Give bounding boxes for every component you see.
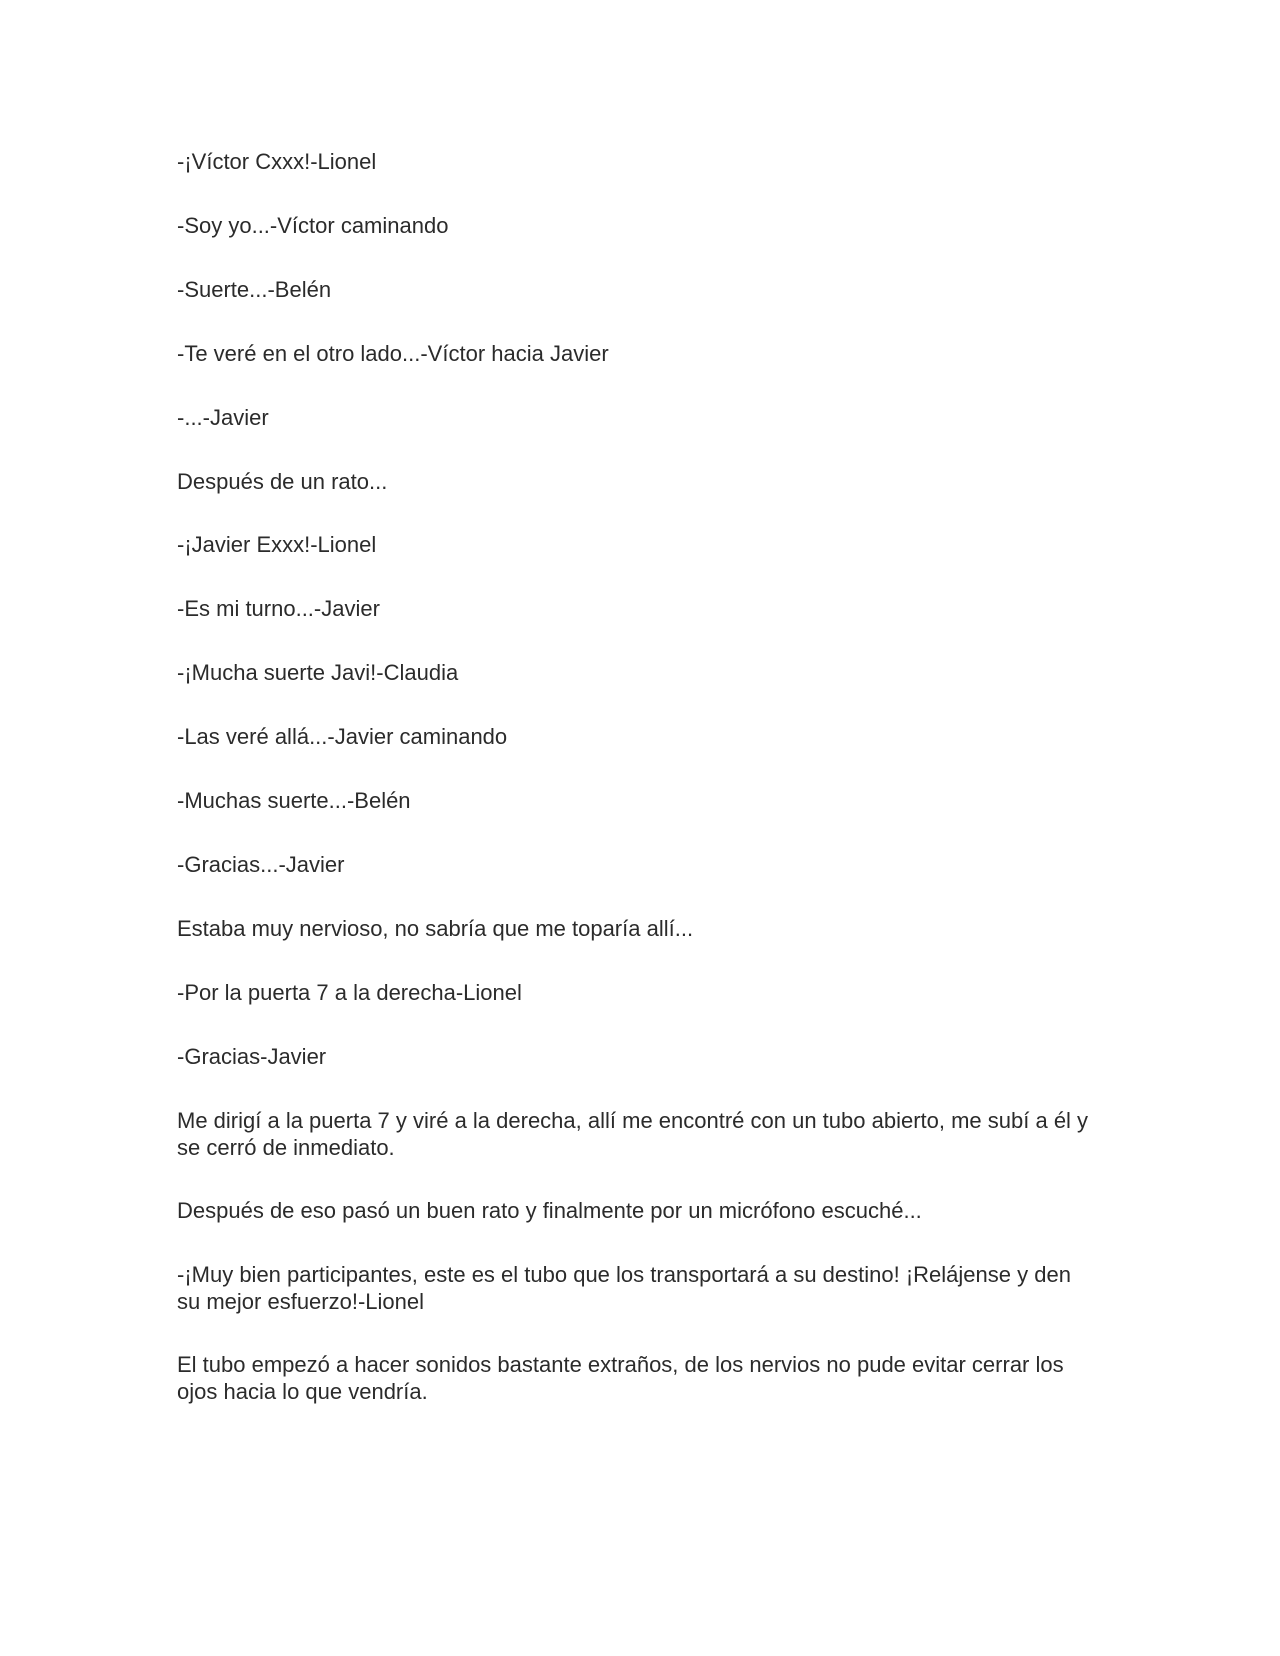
paragraph: -Muchas suerte...-Belén <box>177 788 411 813</box>
paragraph: Después de un rato... <box>177 469 388 494</box>
paragraph: -Las veré allá...-Javier caminando <box>177 724 508 749</box>
paragraph: Estaba muy nervioso, no sabría que me toparía allí... <box>177 916 694 941</box>
paragraph: Después de eso pasó un buen rato y finalmente por un micrófono escuché... <box>177 1198 922 1223</box>
paragraph: -Suerte...-Belén <box>177 277 332 302</box>
paragraph: -Es mi turno...-Javier <box>177 596 380 621</box>
paragraph: -¡Javier Exxx!-Lionel <box>177 532 377 557</box>
paragraph: -¡Mucha suerte Javi!-Claudia <box>177 660 459 685</box>
paragraph: -Gracias-Javier <box>177 1044 327 1069</box>
paragraph: -Soy yo...-Víctor caminando <box>177 213 449 238</box>
paragraph: El tubo empezó a hacer sonidos bastante extraños, de los nervios no pude evitar cerrar los ojos hacia lo que vendría. <box>177 1352 1064 1404</box>
paragraph: -Te veré en el otro lado...-Víctor hacia Javier <box>177 341 609 366</box>
paragraph: -...-Javier <box>177 405 269 430</box>
paragraph: -Gracias...-Javier <box>177 852 345 877</box>
paragraph: -¡Muy bien participantes, este es el tubo que los transportará a su destino! ¡Relájense y den su mejor esfuerzo!-Lionel <box>177 1262 1071 1314</box>
paragraph: Me dirigí a la puerta 7 y viré a la derecha, allí me encontré con un tubo abierto, me subí a él y se cerró de inmediato. <box>177 1108 1089 1160</box>
paragraph: -¡Víctor Cxxx!-Lionel <box>177 149 377 174</box>
paragraph: -Por la puerta 7 a la derecha-Lionel <box>177 980 522 1005</box>
